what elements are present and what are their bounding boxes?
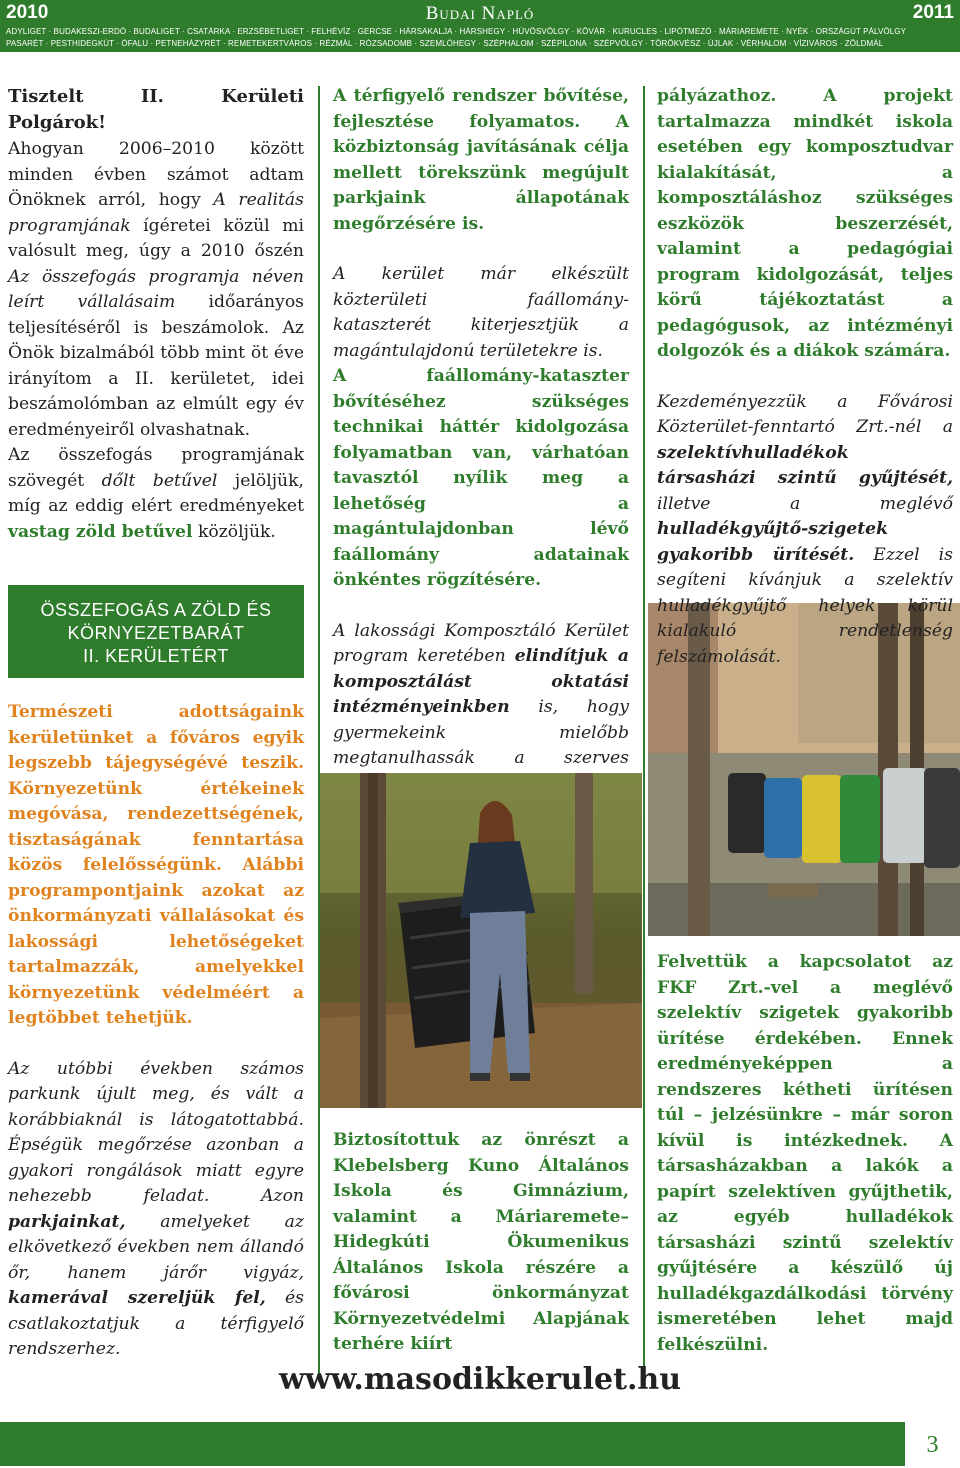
legend-paragraph <box>8 443 304 545</box>
greeting-heading: Tisztelt II. Kerületi Polgárok! <box>8 86 304 133</box>
fkf-contact-result: Felvettük a kapcsolatot az FKF Zrt.-vel a meglévő szelektív szigetek gyakoribb ürítése érdekében. Ennek eredményeképpen a rendszeres kétheti ürítésen túl – jelzésünkre – már soron kívül is intézkednek. A társasházakban a lakók a papírt szelektíven gyűjthetik, az egyéb hulladékok társasházi szintű szelektív gyűjtésére a készülő új hulladékgazdálkodási törvény ismeretében lehet majd felkészülni. <box>657 952 953 1355</box>
school-funding-result: Biztosítottuk az önrészt a Klebelsberg Kuno Általános Iskola és Gimnázium, valamint a Máriaremete–Hidegkúti Ökumenikus Általános Iskola részére a fővárosi önkormányzat Környezetvédelmi Alapjának terhére kiírt <box>333 1130 629 1354</box>
section-title-line-2: KÖRNYEZETBARÁT <box>67 623 245 643</box>
intro-italic-2: Az összefogás programja néven leírt vállalásaim <box>8 266 304 312</box>
column-divider-1 <box>318 86 320 1382</box>
legend-text: Az összefogás programjának szövegét <box>8 445 304 491</box>
column-2 <box>333 84 629 823</box>
district-list-line-1: ADYLIGET · BUDAKESZI-ERDŐ · BUDALIGET · CSATÁRKA · ERZSÉBETLIGET · FELHÉVÍZ · GERCSE · HÁRSAKALJA · HÁRSHEGY · HŰVÖSVÖLGY · KÖVÁR · KURUCLES · LIPÓTMEZŐ · MÁRIAREMETE · NYÉK · ORSZÁGÚT PÁLVÖLGY <box>6 27 907 36</box>
column-3 <box>657 84 953 670</box>
selective-text-2: illetve a meglévő <box>657 493 953 514</box>
parks-text-2: amelyeket az elkövetkező években nem állandó őr, hanem járőr vigyáz, <box>8 1211 304 1283</box>
school-project-result: pályázathoz. A projekt tartalmazza mindkét iskola esetében egy komposztudvar kialakítását, a komposztáláshoz szükséges eszközök beszerzését, valamint a pedagógiai program kidolgozását, teljes körű tájékoztatást a pedagógusok, az intézményi dolgozók és a diákok számára. <box>657 86 953 361</box>
composting-text: A lakossági Komposztáló Kerület program keretében <box>333 620 629 666</box>
composting-text-2: is, hogy gyermekeink mielőbb megtanulhassák a szerves <box>333 697 629 768</box>
column-1 <box>8 84 304 1363</box>
selective-text-3: Ezzel is segíteni kívánjuk a szelektív hulladékgyűjtő helyek körül kialakuló rendetlenség felszámolását. <box>657 544 953 667</box>
publication-title: Budai Napló <box>425 3 535 24</box>
selective-bold-2: hulladékgyűjtő-szigetek gyakoribb ürítését. <box>657 519 889 565</box>
intro-text-3: időarányos teljesítéséről is beszámolok. Az Önök bizalmából több mint öt éve irányítom a II. kerületet, idei beszámolómban az elmúlt egy év eredményeiről olvashatnak. <box>8 292 304 440</box>
parks-bold: parkjainkat, <box>8 1211 126 1232</box>
legend-green: vastag zöld betűvel <box>8 521 193 542</box>
composting-bold: elindítjuk a komposztálást oktatási intézményeinkben <box>333 646 629 717</box>
composting-photo <box>320 773 642 1108</box>
column-2-bottom <box>333 1128 629 1358</box>
page-header <box>0 0 960 52</box>
orange-intro-paragraph: Természeti adottságaink kerületünket a főváros egyik legszebb tájegységévé teszik. Környezetünk értékeinek megóvása, rendezettségének, tisztaságának fenntartása közös felelősségünk. Alábbi programpontjaink azokat az önkormányzati vállalásokat és lakossági lehetőségeket tartalmazzák, amelyekkel környezetünk védelméért a legtöbbet tehetjük. <box>8 702 304 1028</box>
section-title-line-1: ÖSSZEFOGÁS A ZÖLD ÉS <box>40 600 272 620</box>
header-year-left: 2010 <box>6 2 49 23</box>
legend-text-2: jelöljük, míg az eddig elért eredményeket <box>8 470 304 516</box>
tree-inventory-result: A faállomány-kataszter bővítéséhez szükséges technikai háttér kidolgozása folyamatban van, várhatóan tavasztól nyílik meg a lehetőség a magántulajdonban lévő faállomány adatainak önkéntes rögzítésére. <box>333 366 629 590</box>
column-3-bottom <box>657 950 953 1358</box>
page-number: 3 <box>926 1432 939 1458</box>
composting-photo-image <box>320 773 642 1108</box>
selective-waste-plan <box>657 390 953 671</box>
selective-bold: szelektívhulladékok társasházi szintű gyűjtését, <box>657 442 953 488</box>
intro-paragraph <box>8 137 304 443</box>
parks-text-3: és csatlakoztatjuk a térfigyelő rendszerhez. <box>8 1288 304 1359</box>
selective-text: Kezdeményezzük a Fővárosi Közterület-fenntartó Zrt.-nél a <box>657 391 953 437</box>
parks-paragraph <box>8 1057 304 1363</box>
footer-bar <box>0 1422 905 1466</box>
tree-inventory-plan: A kerület már elkészült közterületi faállomány-kataszterét kiterjesztjük a magántulajdonú területekre is. <box>333 264 629 361</box>
parks-text: Az utóbbi években számos parkunk újult meg, és vált a korábbiaknál is látogatottabbá. Épségük megőrzése azonban a gyakori rongálások miatt egyre nehezebb feladat. Azon <box>8 1058 304 1206</box>
parks-bold-2: kamerával szereljük fel, <box>8 1288 266 1308</box>
intro-text-2: ígéretei közül mi valósult meg, úgy a 2010 őszén <box>8 215 304 261</box>
section-title-box <box>8 585 304 678</box>
column-divider-2 <box>643 86 645 1382</box>
header-year-right: 2011 <box>912 2 954 23</box>
section-title-line-3: II. KERÜLETÉRT <box>83 646 229 666</box>
cctv-result: A térfigyelő rendszer bővítése, fejlesztése folyamatos. A közbiztonság javításának célja mellett törekszünk megújult parkjaink állapotának megőrzésére is. <box>333 86 629 234</box>
intro-italic-1: A realitás programjának <box>8 190 304 236</box>
district-list-line-2: PASARÉT · PESTHIDEGKÚT · ÓFALU · PETNEHÁZYRÉT · REMETEKERTVÁROS · RÉZMÁL · RÓZSADOMB · SZEMLŐHEGY · SZÉPHALOM · SZÉPILONA · SZÉPVÖLGY · TÖRÖKVÉSZ · ÚJLAK · VÉRHALOM · VÍZIVÁROS · ZÖLDMÁL <box>6 39 884 48</box>
legend-text-3: közöljük. <box>192 521 276 542</box>
website-url[interactable]: www.masodikkerulet.hu <box>278 1362 682 1397</box>
intro-text: Ahogyan 2006–2010 között minden évben számot adtam Önöknek arról, hogy <box>8 139 304 210</box>
legend-italic: dőlt betűvel <box>101 470 218 491</box>
